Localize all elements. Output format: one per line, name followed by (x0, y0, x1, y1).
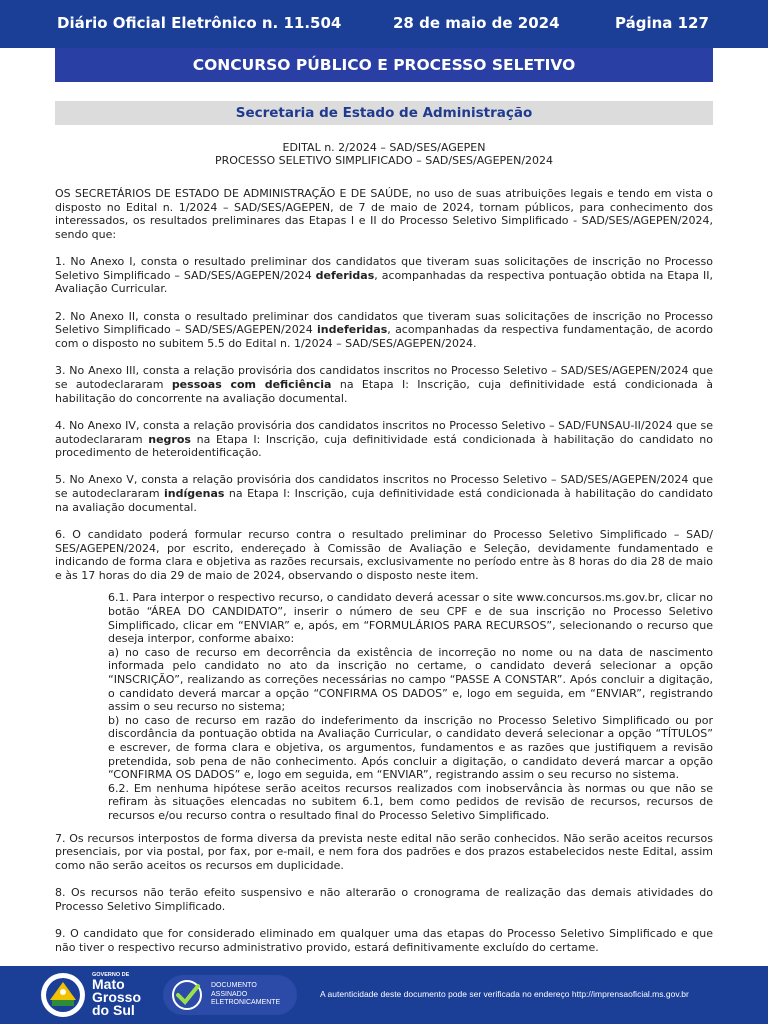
item-3: 3. No Anexo III, consta a relação provisória dos candidatos inscritos no Processo Seletivo – SAD/SES/AGEPEN/2024 que se autodeclararam pessoas com deficiência na Etapa I: Inscrição, cuja definitividade está condicionada à habilitação do concorrente na avaliação documental. (55, 364, 713, 405)
item-6-subitems (108, 591, 713, 822)
edital-subtitle: PROCESSO SELETIVO SIMPLIFICADO – SAD/SES/AGEPEN/2024 (214, 154, 554, 167)
item-6: 6. O candidato poderá formular recurso contra o resultado preliminar do Processo Seletivo Simplificado – SAD/ SES/AGEPEN/2024, por escrito, endereçado à Comissão de Avaliação e Seleção, devidamente fundamentado e indicando de forma clara e objetiva as razões recursais, exclusivamente no período entre às 8 horas do dia 28 de maio e às 17 horas do dia 29 de maio de 2024, observando o disposto neste item. (55, 528, 713, 582)
item-6-2: 6.2. Em nenhuma hipótese serão aceitos recursos realizados com inobservância às normas ou que não se refiram às situações elencadas no subitem 6.1, bem como pedidos de revisão de recursos, recursos de recursos e/ou recurso contra o resultado final do Processo Seletivo Simplificado. (108, 781, 713, 822)
intro-paragraph: OS SECRETÁRIOS DE ESTADO DE ADMINISTRAÇÃO E DE SAÚDE, no uso de suas atribuições legais e tendo em vista o disposto no Edital n. 1/2024 – SAD/SES/AGEPEN, de 7 de maio de 2024, tornam públicos, para conhecimento dos interessados, os resultados preliminares das Etapas I e II do Processo Seletivo Simplificado - SAD/SES/AGEPEN/2024, sendo que: (55, 187, 713, 241)
page-header (0, 0, 768, 48)
coat-of-arms-icon (38, 970, 88, 1020)
item-5: 5. No Anexo V, consta a relação provisória dos candidatos inscritos no Processo Seletivo – SAD/SES/AGEPEN/2024 que se autodeclararam indígenas na Etapa I: Inscrição, cuja definitividade está condicionada à habilitação do candidato na avaliação documental. (55, 473, 713, 514)
item-6-1-b: b) no caso de recurso em razão do indeferimento da inscrição no Processo Seletivo Simplificado ou por discordância da pontuação obtida na Avaliação Curricular, o candidato deverá selecionar a opção “TÍTULOS” e escrever, de forma clara e objetiva, os argumentos, fundamentos e as razões que justifiquem a revisão pretendida, sob pena de não conhecimento. Após concluir a digitação, o candidato deverá marcar a opção “CONFIRMA OS DADOS” e, logo em seguida, em “ENVIAR”, registrando assim o seu recurso no sistema. (108, 713, 713, 782)
government-logo (38, 970, 143, 1020)
journal-number: Diário Oficial Eletrônico n. 11.504 (57, 14, 342, 32)
page-footer (0, 966, 768, 1024)
item-9: 9. O candidato que for considerado eliminado em qualquer uma das etapas do Processo Seletivo Simplificado e que não tiver o respectivo recurso administrativo provido, estará definitivamente excluído do certame. (55, 927, 713, 954)
item-7: 7. Os recursos interpostos de forma diversa da prevista neste edital não serão conhecidos. Não serão aceitos recursos presenciais, por via postal, por fax, por e-mail, e nem fora dos padrões e dos prazos estabelecidos neste Edital, assim como não serão aceitos os recursos em duplicidade. (55, 831, 713, 872)
item-6-1-a: a) no caso de recurso em decorrência da existência de incorreção no nome ou na data de nascimento informada pelo candidato no ato da inscrição no certame, o candidato deverá selecionar a opção “INSCRIÇÃO”, realizando as correções necessárias no campo “PASSE A CONSTAR”. Após concluir a digitação, o candidato deverá marcar a opção “CONFIRMA OS DADOS” e, logo em seguida, em “ENVIAR”, registrando assim o seu recurso no sistema; (108, 645, 713, 714)
section-title: CONCURSO PÚBLICO E PROCESSO SELETIVO (55, 48, 713, 82)
edital-number: EDITAL n. 2/2024 – SAD/SES/AGEPEN (282, 141, 486, 154)
logo-wordmark: GOVERNO DE Mato Grosso do Sul (92, 972, 142, 1018)
page-number: Página 127 (615, 14, 709, 32)
item-1: 1. No Anexo I, consta o resultado preliminar dos candidatos que tiveram suas solicitações de inscrição no Processo Seletivo Simplificado – SAD/SES/AGEPEN/2024 deferidas, acompanhadas da respectiva pontuação obtida na Etapa II, Avaliação Curricular. (55, 255, 713, 296)
authenticity-note: A autenticidade deste documento pode ser verificada no endereço http://imprensaoficial.ms.gov.br (320, 989, 689, 999)
item-6-1: 6.1. Para interpor o respectivo recurso, o candidato deverá acessar o site www.concursos.ms.gov.br, clicar no botão “ÁREA DO CANDIDATO”, inserir o número de seu CPF e de sua inscrição no Processo Seletivo Simplificado, clicar em “ENVIAR” e, após, em “FORMULÁRIOS PARA RECURSOS”, selecionando o recurso que deseja interpor, conforme abaixo: (108, 591, 713, 646)
checkmark-seal-icon (167, 975, 207, 1015)
item-2: 2. No Anexo II, consta o resultado preliminar dos candidatos que tiveram suas solicitações de inscrição no Processo Seletivo Simplificado – SAD/SES/AGEPEN/2024 indeferidas, acompanhadas da respectiva fundamentação, de acordo com o disposto no subitem 5.5 do Edital n. 1/2024 – SAD/SES/AGEPEN/2024. (55, 309, 713, 350)
agency-title: Secretaria de Estado de Administração (55, 101, 713, 125)
document-body (55, 187, 713, 968)
item-8: 8. Os recursos não terão efeito suspensivo e não alterarão o cronograma de realização das demais atividades do Processo Seletivo Simplificado. (55, 886, 713, 913)
publication-date: 28 de maio de 2024 (393, 14, 560, 32)
item-4: 4. No Anexo IV, consta a relação provisória dos candidatos inscritos no Processo Seletivo – SAD/FUNSAU-II/2024 que se autodeclararam negros na Etapa I: Inscrição, cuja definitividade está condicionada à habilitação do candidato no procedimento de heteroidentificação. (55, 418, 713, 460)
signed-document-badge: DOCUMENTO ASSINADO ELETRONICAMENTE (163, 975, 297, 1015)
